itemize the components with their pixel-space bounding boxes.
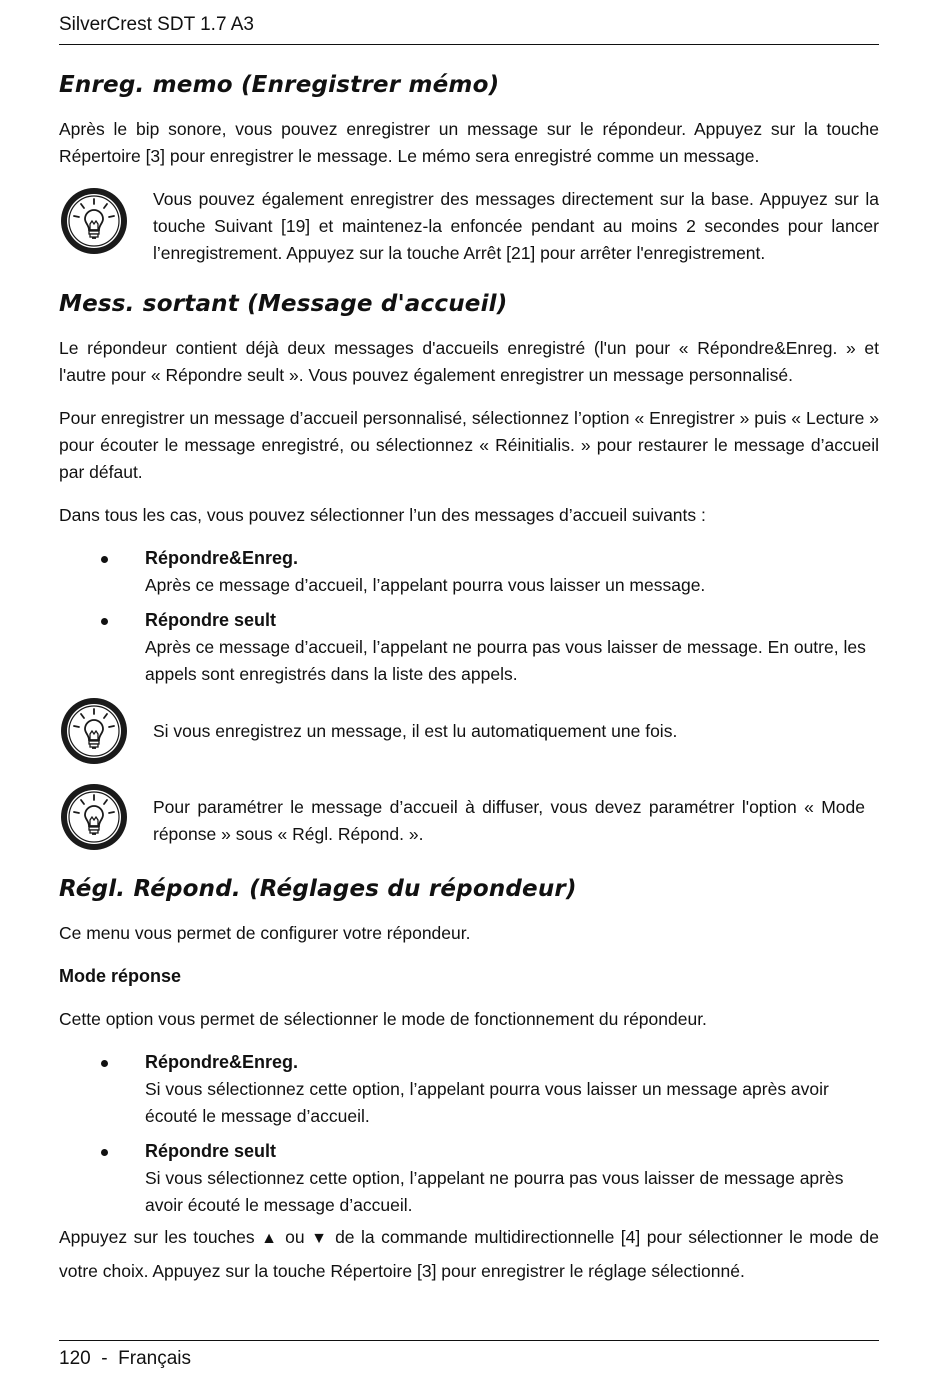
tip-box — [59, 186, 879, 267]
page-header: SilverCrest SDT 1.7 A3 — [59, 14, 255, 35]
bullet-dot — [101, 618, 108, 625]
text-run: Appuyez sur les touches — [59, 1227, 255, 1247]
tip-box — [59, 696, 879, 766]
list-item-text: Si vous sélectionnez cette option, l’appelant pourra vous laisser un message après avoir écouté le message d’accueil. — [145, 1079, 829, 1126]
text-run: ou — [285, 1227, 305, 1247]
list-item-title: Répondre seult — [145, 1141, 277, 1161]
lightbulb-icon — [59, 186, 129, 256]
paragraph: Après le bip sonore, vous pouvez enregistrer un message sur le répondeur. Appuyez sur la touche Répertoire [3] pour enregistrer le message. Le mémo sera enregistré comme un message. — [59, 119, 879, 166]
list-item-title: Répondre seult — [145, 610, 277, 630]
arrow-down-icon: ▼ — [311, 1230, 329, 1247]
page-footer: 120 - Français — [59, 1348, 191, 1369]
section-heading-mess-sortant: Mess. sortant (Message d'accueil) — [59, 291, 508, 317]
paragraph: Le répondeur contient déjà deux messages d'accueils enregistré (l'un pour « Répondre&Enreg. » et l'autre pour « Répondre seult ». Vous pouvez également enregistrer un message personnalisé. — [59, 338, 879, 385]
list-item — [59, 1138, 879, 1219]
bullet-dot — [101, 1060, 108, 1067]
paragraph: Pour enregistrer un message d’accueil personnalisé, sélectionnez l’option « Enregistrer » puis « Lecture » pour écouter le message enregistré, ou sélectionnez « Réinitialis. » pour restaurer le message d’accueil par défaut. — [59, 408, 879, 482]
tip-text: Pour paramétrer le message d’accueil à diffuser, vous devez paramétrer l'option « Mode réponse » sous « Régl. Répond. ». — [153, 797, 865, 844]
bullet-dot — [101, 1149, 108, 1156]
paragraph-final — [59, 1221, 879, 1287]
list-item — [59, 545, 879, 599]
list-item-title: Répondre&Enreg. — [145, 1052, 299, 1072]
paragraph: Cette option vous permet de sélectionner le mode de fonctionnement du répondeur. — [59, 1009, 707, 1029]
paragraph: Ce menu vous permet de configurer votre répondeur. — [59, 923, 471, 943]
list-item — [59, 1049, 879, 1130]
arrow-up-icon: ▲ — [261, 1230, 279, 1247]
list-item-text: Après ce message d’accueil, l’appelant pourra vous laisser un message. — [145, 575, 706, 595]
bullet-list — [59, 1049, 879, 1219]
text-run: de la commande multidirectionnelle [4] pour sélectionner le mode de votre choix. Appuyez sur la touche Répertoire [3] pour enregistrer le réglage sélectionné. — [59, 1227, 880, 1281]
bullet-list — [59, 545, 879, 688]
list-item — [59, 607, 879, 688]
section-heading-enreg-memo: Enreg. memo (Enregistrer mémo) — [59, 72, 500, 98]
subheading-mode-reponse: Mode réponse — [59, 966, 182, 986]
header-divider — [59, 44, 879, 45]
lightbulb-icon — [59, 696, 129, 766]
tip-text: Vous pouvez également enregistrer des messages directement sur la base. Appuyez sur la touche Suivant [19] et maintenez-la enfoncée pendant au moins 2 secondes pour lancer l’enregistrement. Appuyez sur la touche Arrêt [21] pour arrêter l'enregistrement. — [153, 189, 879, 263]
list-item-text: Si vous sélectionnez cette option, l’appelant ne pourra pas vous laisser de message après avoir écouté le message d’accueil. — [145, 1168, 844, 1215]
page-content — [59, 70, 879, 1303]
paragraph: Dans tous les cas, vous pouvez sélectionner l’un des messages d’accueil suivants : — [59, 505, 706, 525]
bullet-dot — [101, 556, 108, 563]
lightbulb-icon — [59, 782, 129, 852]
list-item-title: Répondre&Enreg. — [145, 548, 299, 568]
tip-text: Si vous enregistrez un message, il est lu automatiquement une fois. — [153, 721, 678, 741]
section-heading-regl-repond: Régl. Répond. (Réglages du répondeur) — [59, 876, 577, 902]
footer-divider — [59, 1340, 879, 1341]
tip-box — [59, 782, 879, 852]
list-item-text: Après ce message d’accueil, l’appelant ne pourra pas vous laisser de message. En outre, les appels sont enregistrés dans la liste des appels. — [145, 637, 866, 684]
